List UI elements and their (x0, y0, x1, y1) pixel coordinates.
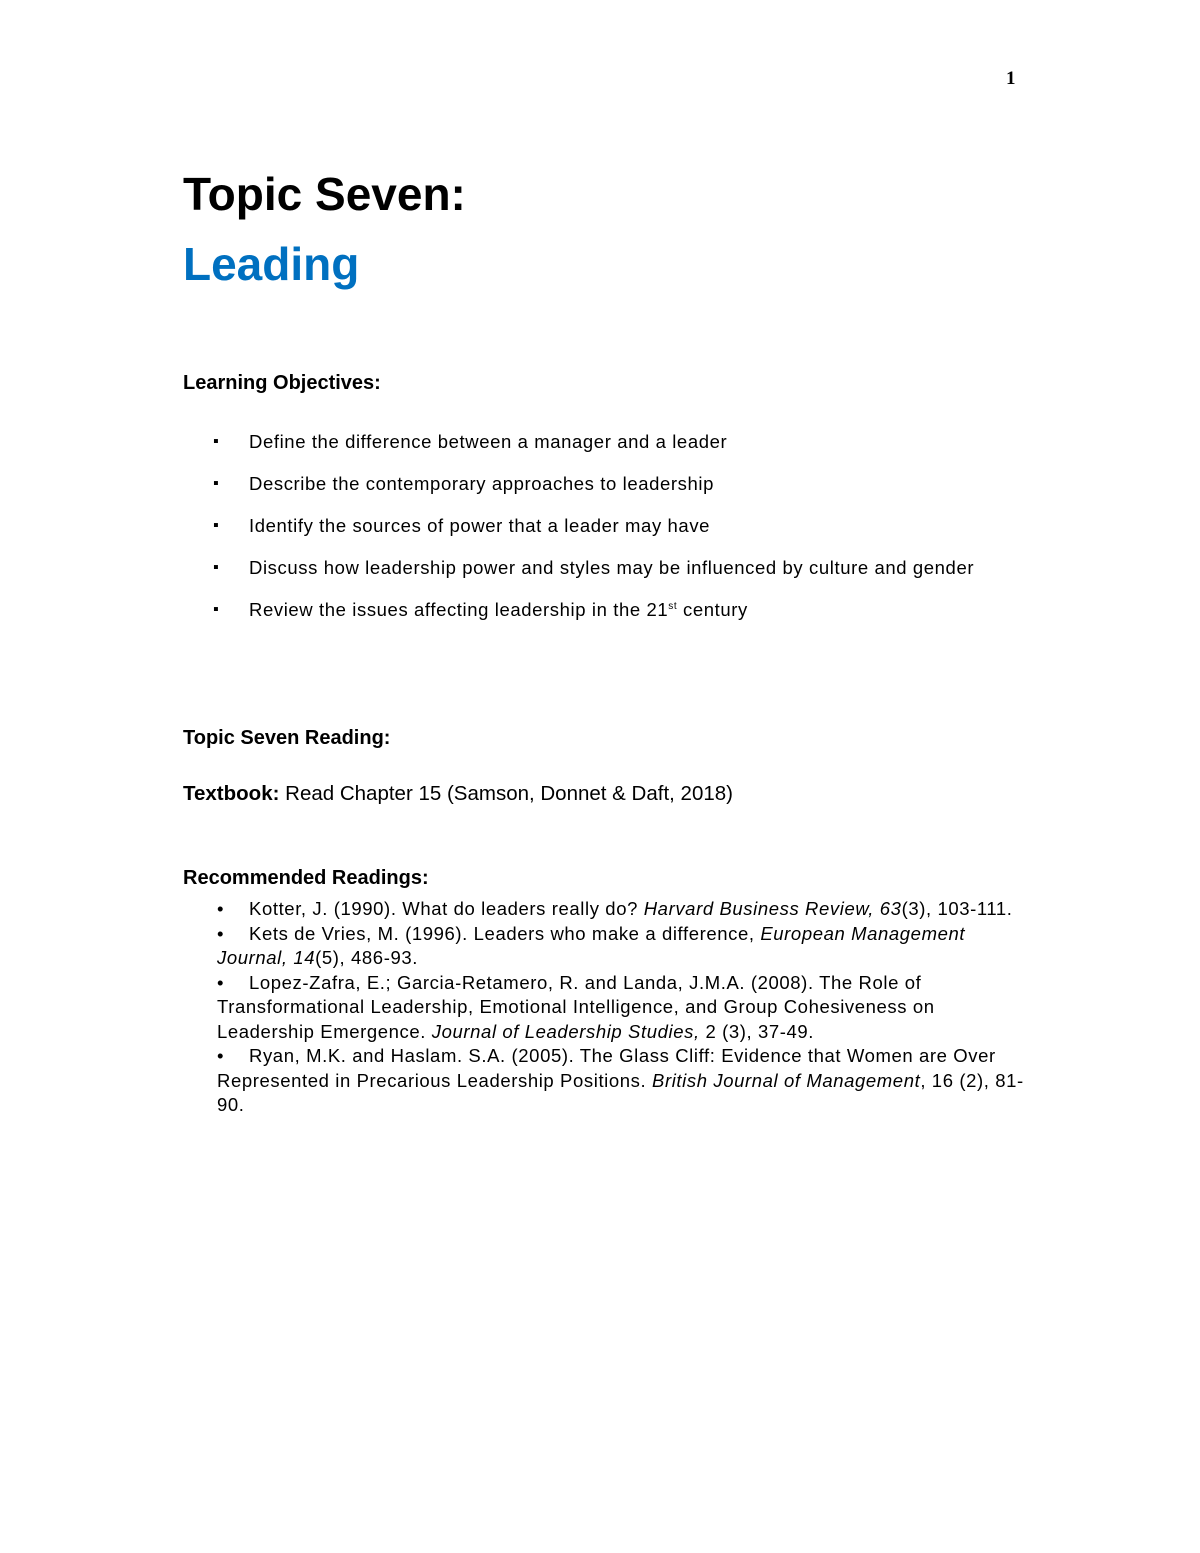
list-item: • Kotter, J. (1990). What do leaders really do? Harvard Business Review, 63(3), 103-111. (217, 897, 1037, 922)
list-item (213, 471, 1043, 497)
bullet-icon: • (217, 971, 225, 993)
objective-text: Define the difference between a manager and a leader (249, 431, 728, 452)
page-subtitle: Leading (183, 238, 360, 290)
objective-text: Describe the contemporary approaches to leadership (249, 473, 714, 494)
title-block (183, 160, 466, 298)
square-bullet-icon: ▪ (213, 601, 220, 618)
reading-heading: Topic Seven Reading: (183, 727, 391, 749)
list-item (213, 597, 1043, 623)
textbook-line (183, 782, 733, 806)
page-title: Topic Seven: (183, 168, 466, 220)
bullet-icon: • (217, 1045, 225, 1066)
objective-text: Identify the sources of power that a leader may have (249, 515, 711, 536)
list-item (213, 513, 1043, 539)
list-item (213, 429, 1043, 455)
list-item: • Lopez-Zafra, E.; Garcia-Retamero, R. and Landa, J.M.A. (2008). The Role of Transformational Leadership, Emotional Intelligence, and Group Cohesiveness on Leadership Emergence. Journal of Leadership Studies, 2 (3), 37-49. (217, 971, 935, 1042)
textbook-label: Textbook: (183, 782, 280, 805)
square-bullet-icon: ▪ (213, 475, 220, 492)
bullet-icon: • (217, 922, 225, 944)
page-number: 1 (1006, 68, 1016, 89)
objective-text: Discuss how leadership power and styles may be influenced by culture and gender (249, 557, 975, 578)
learning-objectives-list (213, 429, 1043, 639)
recommended-heading: Recommended Readings: (183, 867, 429, 889)
list-item: • Ryan, M.K. and Haslam. S.A. (2005). The Glass Cliff: Evidence that Women are Over Represented in Precarious Leadership Positions. British Journal of Management, 16 (2), 81-90. (217, 1045, 1024, 1115)
recommended-readings-list (217, 897, 1037, 1118)
textbook-text: Read Chapter 15 (Samson, Donnet & Daft, 2018) (279, 782, 733, 805)
square-bullet-icon: ▪ (213, 517, 220, 534)
square-bullet-icon: ▪ (213, 433, 220, 450)
square-bullet-icon: ▪ (213, 559, 220, 576)
list-item (213, 555, 1043, 581)
list-item: • Kets de Vries, M. (1996). Leaders who make a difference, European Management Journal, 14(5), 486-93. (217, 922, 966, 968)
objective-text: Review the issues affecting leadership in the 21st century (249, 599, 748, 620)
bullet-icon: • (217, 898, 225, 919)
superscript: st (668, 600, 678, 612)
learning-objectives-heading: Learning Objectives: (183, 372, 381, 394)
